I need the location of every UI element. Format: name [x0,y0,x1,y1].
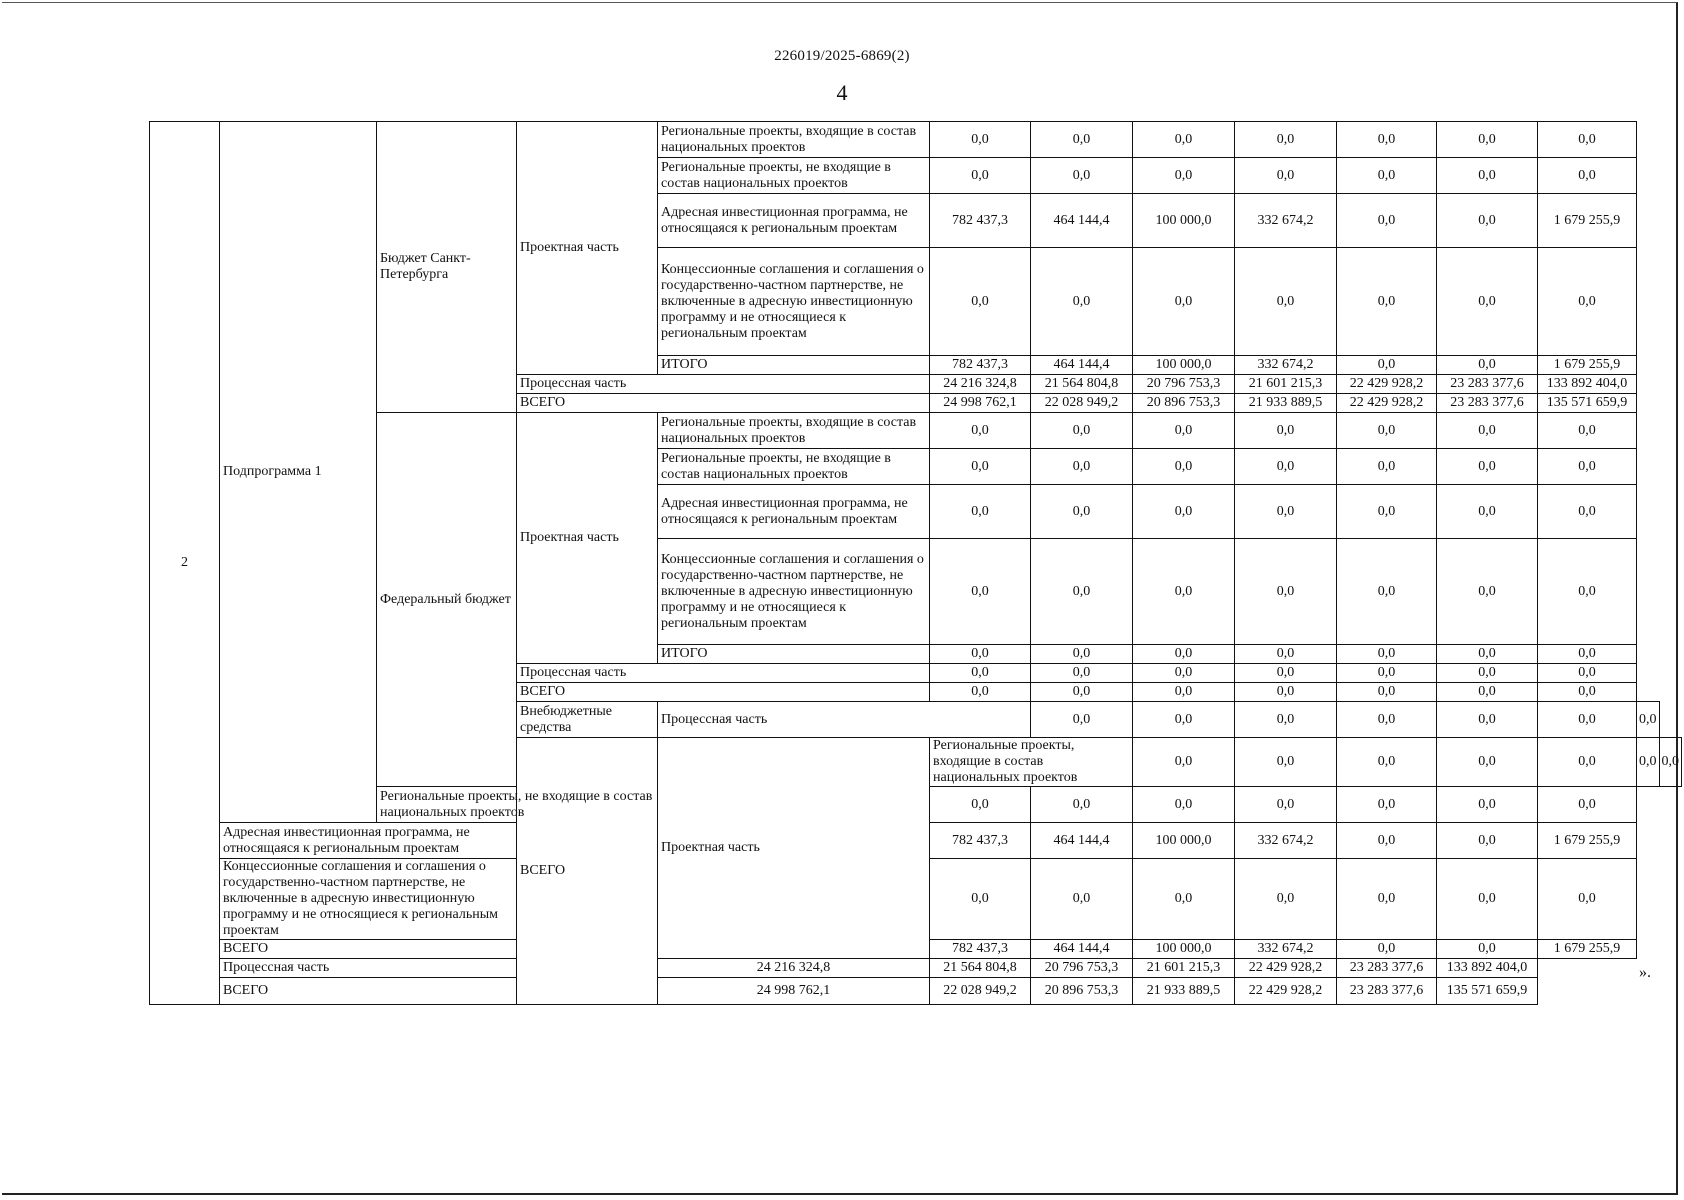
value-cell: 0,0 [1538,122,1637,158]
value-cell: 0,0 [1235,485,1337,539]
value-cell: 0,0 [1437,539,1538,645]
budget-table [149,121,1682,1005]
value-cell: 0,0 [1437,738,1538,787]
value-cell: 0,0 [1133,122,1235,158]
value-cell: 0,0 [1538,449,1637,485]
value-cell: 0,0 [1337,787,1437,823]
value-cell: 332 674,2 [1235,356,1337,375]
row-label: Концессионные соглашения и соглашения о государственно-частном партнерстве, не включенные в адресную инвестиционную программу и не относящиеся к региональным проектам [220,859,517,940]
row-label: Адресная инвестиционная программа, не относящаяся к региональным проектам [658,485,930,539]
process-part-label: Процессная часть [517,664,930,683]
value-cell: 0,0 [1031,787,1133,823]
value-cell: 20 796 753,3 [1031,959,1133,978]
value-cell: 0,0 [1437,485,1538,539]
process-part-label: Процессная часть [517,375,930,394]
value-cell: 332 674,2 [1235,940,1337,959]
value-cell: 0,0 [1337,539,1437,645]
value-cell: 21 933 889,5 [1235,394,1337,413]
value-cell: 332 674,2 [1235,823,1337,859]
value-cell: 100 000,0 [1133,356,1235,375]
value-cell: 20 896 753,3 [1133,394,1235,413]
value-cell: 0,0 [930,787,1031,823]
closing-quote-mark: ». [1639,964,1651,981]
value-cell: 23 283 377,6 [1437,394,1538,413]
value-cell: 782 437,3 [930,940,1031,959]
value-cell: 0,0 [1437,122,1538,158]
value-cell: 464 144,4 [1031,940,1133,959]
value-cell: 0,0 [1031,539,1133,645]
value-cell: 0,0 [1133,449,1235,485]
value-cell: 0,0 [930,485,1031,539]
value-cell: 0,0 [1235,248,1337,356]
value-cell: 1 679 255,9 [1538,940,1637,959]
value-cell: 0,0 [1538,645,1637,664]
value-cell: 0,0 [1235,787,1337,823]
value-cell: 0,0 [1637,702,1660,738]
value-cell: 100 000,0 [1133,940,1235,959]
value-cell: 0,0 [1337,823,1437,859]
value-cell: 0,0 [1337,449,1437,485]
value-cell: 0,0 [1235,738,1337,787]
row-label: Адресная инвестиционная программа, не относящаяся к региональным проектам [220,823,517,859]
value-cell: 1 679 255,9 [1538,356,1637,375]
value-cell: 0,0 [1437,449,1538,485]
value-cell: 0,0 [1235,664,1337,683]
value-cell: 0,0 [1337,194,1437,248]
value-cell: 22 429 928,2 [1337,394,1437,413]
value-cell: 0,0 [1235,413,1337,449]
value-cell: 0,0 [1031,683,1133,702]
value-cell: 0,0 [1337,859,1437,940]
value-cell: 0,0 [1031,449,1133,485]
value-cell: 0,0 [1538,539,1637,645]
value-cell: 0,0 [930,539,1031,645]
row-label: Региональные проекты, входящие в состав национальных проектов [930,738,1133,787]
value-cell: 0,0 [1437,940,1538,959]
value-cell: 0,0 [1337,683,1437,702]
process-part-label: Процессная часть [220,959,658,978]
fed-project-part-label: Проектная часть [517,413,658,664]
value-cell: 0,0 [1437,859,1538,940]
value-cell: 23 283 377,6 [1437,375,1538,394]
value-cell: 0,0 [1437,248,1538,356]
vsego-label: ВСЕГО [517,394,930,413]
value-cell: 0,0 [1133,158,1235,194]
row-label: Адресная инвестиционная программа, не относящаяся к региональным проектам [658,194,930,248]
vsego-label: ВСЕГО [517,683,930,702]
source-federal-budget: Федеральный бюджет [377,413,517,787]
vsego-label: ВСЕГО [220,940,517,959]
value-cell: 0,0 [1437,356,1538,375]
value-cell: 22 429 928,2 [1235,959,1337,978]
page-number: 4 [836,80,848,105]
total-project-part-label: Проектная часть [658,738,930,959]
value-cell: 0,0 [1637,738,1660,787]
value-cell: 0,0 [1133,413,1235,449]
value-cell: 21 601 215,3 [1235,375,1337,394]
value-cell: 135 571 659,9 [1538,394,1637,413]
value-cell: 0,0 [1133,702,1235,738]
value-cell: 0,0 [1133,738,1235,787]
value-cell: 21 564 804,8 [1031,375,1133,394]
value-cell: 0,0 [1031,248,1133,356]
value-cell: 22 429 928,2 [1235,978,1337,1005]
value-cell: 0,0 [930,122,1031,158]
value-cell: 0,0 [930,413,1031,449]
value-cell: 0,0 [1337,664,1437,683]
value-cell: 0,0 [1337,248,1437,356]
value-cell: 0,0 [1437,702,1538,738]
value-cell: 0,0 [930,859,1031,940]
value-cell: 0,0 [1337,485,1437,539]
value-cell: 100 000,0 [1133,194,1235,248]
value-cell: 0,0 [1133,539,1235,645]
itogo-label: ИТОГО [658,645,930,664]
value-cell: 0,0 [1538,702,1637,738]
value-cell: 22 429 928,2 [1337,375,1437,394]
value-cell: 0,0 [930,449,1031,485]
value-cell: 464 144,4 [1031,194,1133,248]
value-cell: 0,0 [1437,413,1538,449]
value-cell: 20 796 753,3 [1133,375,1235,394]
value-cell: 23 283 377,6 [1337,959,1437,978]
value-cell: 100 000,0 [1133,823,1235,859]
value-cell: 0,0 [1538,738,1637,787]
value-cell: 0,0 [1437,194,1538,248]
value-cell: 23 283 377,6 [1337,978,1437,1005]
value-cell: 0,0 [1133,787,1235,823]
row-label: Региональные проекты, не входящие в состав национальных проектов [658,449,930,485]
value-cell: 135 571 659,9 [1437,978,1538,1005]
value-cell: 21 933 889,5 [1133,978,1235,1005]
value-cell: 0,0 [930,248,1031,356]
total-label: ВСЕГО [517,738,658,1005]
value-cell: 0,0 [1235,122,1337,158]
value-cell: 133 892 404,0 [1437,959,1538,978]
value-cell: 0,0 [1337,158,1437,194]
value-cell: 0,0 [1337,122,1437,158]
value-cell: 0,0 [1133,248,1235,356]
value-cell: 0,0 [1337,356,1437,375]
value-cell: 0,0 [1337,738,1437,787]
value-cell: 0,0 [1133,645,1235,664]
value-cell: 0,0 [1031,485,1133,539]
value-cell: 0,0 [1133,664,1235,683]
value-cell: 0,0 [1437,787,1538,823]
value-cell: 0,0 [1538,683,1637,702]
value-cell: 782 437,3 [930,356,1031,375]
value-cell: 0,0 [1538,485,1637,539]
value-cell: 0,0 [1235,645,1337,664]
value-cell: 332 674,2 [1235,194,1337,248]
document-number: 226019/2025-6869(2) [774,48,910,64]
value-cell: 0,0 [1031,702,1133,738]
value-cell: 0,0 [930,664,1031,683]
process-part-label: Процессная часть [658,702,1031,738]
row-label: Региональные проекты, входящие в состав национальных проектов [658,413,930,449]
value-cell: 0,0 [1235,683,1337,702]
value-cell: 782 437,3 [930,194,1031,248]
value-cell: 0,0 [1235,539,1337,645]
row-label: Концессионные соглашения и соглашения о государственно-частном партнерстве, не включенные в адресную инвестиционную программу и не относящиеся к региональным проектам [658,248,930,356]
value-cell: 24 216 324,8 [930,375,1031,394]
value-cell: 0,0 [1235,859,1337,940]
value-cell: 24 216 324,8 [658,959,930,978]
value-cell: 0,0 [1031,645,1133,664]
value-cell: 133 892 404,0 [1538,375,1637,394]
value-cell: 0,0 [1337,940,1437,959]
value-cell: 0,0 [1031,664,1133,683]
value-cell: 21 564 804,8 [930,959,1031,978]
value-cell: 1 679 255,9 [1538,823,1637,859]
row-label: Региональные проекты, не входящие в состав национальных проектов [658,158,930,194]
value-cell: 20 896 753,3 [1031,978,1133,1005]
source-extrabudget: Внебюджетные средства [517,702,658,738]
value-cell: 0,0 [1437,823,1538,859]
value-cell: 0,0 [1031,413,1133,449]
value-cell: 21 601 215,3 [1133,959,1235,978]
spb-project-part-label: Проектная часть [517,122,658,375]
value-cell: 0,0 [1538,248,1637,356]
value-cell: 464 144,4 [1031,823,1133,859]
value-cell: 0,0 [1659,738,1682,787]
value-cell: 0,0 [1235,449,1337,485]
subprogram-label: Подпрограмма 1 [220,122,377,823]
value-cell: 0,0 [1235,702,1337,738]
value-cell: 0,0 [1337,413,1437,449]
value-cell: 0,0 [1538,158,1637,194]
value-cell: 0,0 [1031,122,1133,158]
value-cell: 0,0 [930,158,1031,194]
value-cell: 0,0 [1031,859,1133,940]
value-cell: 0,0 [1538,859,1637,940]
itogo-label: ИТОГО [658,356,930,375]
value-cell: 0,0 [1337,645,1437,664]
value-cell: 0,0 [1337,702,1437,738]
item-number: 2 [150,122,220,1005]
value-cell: 0,0 [1437,158,1538,194]
value-cell: 0,0 [930,683,1031,702]
row-label: Региональные проекты, входящие в состав национальных проектов [658,122,930,158]
value-cell: 1 679 255,9 [1538,194,1637,248]
value-cell: 464 144,4 [1031,356,1133,375]
value-cell: 0,0 [1437,664,1538,683]
value-cell: 24 998 762,1 [658,978,930,1005]
value-cell: 0,0 [1235,158,1337,194]
grand-total-label: ВСЕГО [220,978,658,1005]
value-cell: 0,0 [1133,683,1235,702]
value-cell: 782 437,3 [930,823,1031,859]
value-cell: 0,0 [1538,787,1637,823]
row-label: Региональные проекты, не входящие в состав национальных проектов [377,787,658,823]
value-cell: 0,0 [930,645,1031,664]
source-spb-budget: Бюджет Санкт-Петербурга [377,122,517,413]
value-cell: 0,0 [1538,413,1637,449]
value-cell: 0,0 [1031,158,1133,194]
row-label: Концессионные соглашения и соглашения о государственно-частном партнерстве, не включенные в адресную инвестиционную программу и не относящиеся к региональным проектам [658,539,930,645]
value-cell: 0,0 [1538,664,1637,683]
value-cell: 0,0 [1437,645,1538,664]
value-cell: 0,0 [1437,683,1538,702]
value-cell: 22 028 949,2 [1031,394,1133,413]
value-cell: 24 998 762,1 [930,394,1031,413]
value-cell: 22 028 949,2 [930,978,1031,1005]
value-cell: 0,0 [1133,485,1235,539]
value-cell: 0,0 [1133,859,1235,940]
